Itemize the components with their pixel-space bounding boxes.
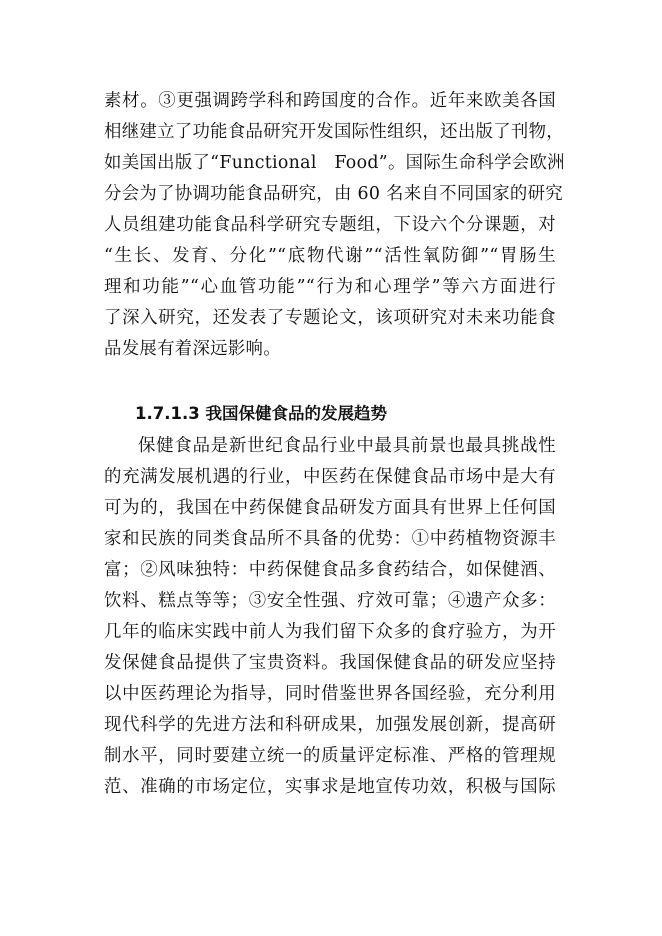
paragraph-health-food-trends [104,431,556,803]
text-line: 人员组建功能食品科学研究专题组，下设六个分课题，对 [104,215,556,235]
section-heading: 1.7.1.3 我国保健食品的发展趋势 [135,404,387,423]
text-line: “生长、发育、分化”“底物代谢”“活性氧防御”“胃肠生 [104,246,556,266]
paragraph-functional-food-research [104,86,565,365]
text-line: 保健食品是新世纪食品行业中最具前景也最具挑战性 [138,436,556,456]
text-line: 现代科学的先进方法和科研成果，加强发展创新，提高研 [104,715,556,735]
text-line: 几年的临床实践中前人为我们留下众多的食疗验方，为开 [104,622,556,642]
text-line: 可为的，我国在中药保健食品研发方面具有世界上任何国 [104,498,556,518]
text-line: 的充满发展机遇的行业，中医药在保健食品市场中是大有 [104,467,556,487]
text-line: 品发展有着深远影响。 [104,339,281,359]
text-line: 理和功能”“心血管功能”“行为和心理学”等六方面进行 [104,277,556,297]
text-line: 制水平，同时要建立统一的质量评定标准、严格的管理规 [104,746,556,766]
text-line: 家和民族的同类食品所不具备的优势：①中药植物资源丰 [104,529,556,549]
text-line: 以中医药理论为指导，同时借鉴世界各国经验，充分利用 [104,684,556,704]
text-line: 素材。③更强调跨学科和跨国度的合作。近年来欧美各国 [104,91,556,111]
text-line: 范、准确的市场定位，实事求是地宣传功效，积极与国际 [104,777,556,797]
text-line: 富；②风味独特：中药保健食品多食药结合，如保健酒、 [104,560,556,580]
text-line: 了深入研究，还发表了专题论文，该项研究对未来功能食 [104,308,556,328]
text-line: 发保健食品提供了宝贵资料。我国保健食品的研发应坚持 [104,653,556,673]
text-line: 饮料、糕点等等；③安全性强、疗效可靠；④遗产众多： [104,591,556,611]
text-line: 分会为了协调功能食品研究，由 60 名来自不同国家的研究 [104,184,563,204]
text-line: 相继建立了功能食品研究开发国际性组织，还出版了刊物， [104,122,564,142]
text-line: 如美国出版了“Functional Food”。国际生命科学会欧洲 [104,153,565,173]
